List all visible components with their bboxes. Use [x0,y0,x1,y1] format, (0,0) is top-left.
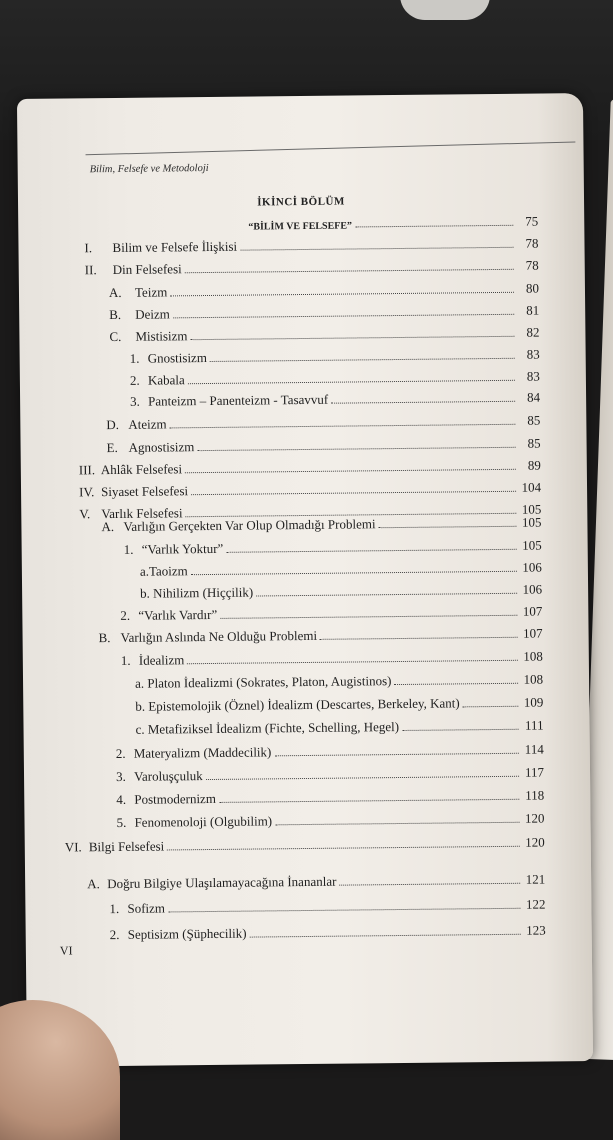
toc-entry-number: 3. [130,393,140,409]
leader-dots [191,570,517,575]
toc-entry-label: Kabala [147,372,185,388]
leader-dots [320,636,518,640]
toc-entry-number: IV. [78,484,95,500]
leader-dots [219,798,519,803]
toc-entry-page: 122 [525,896,546,912]
toc-entry [130,384,540,410]
leader-dots [256,592,517,597]
toc-entry-number: 2. [109,926,120,943]
toc-entry-label: Mistisizm [135,328,188,344]
background-object [400,0,490,20]
toc-entry-number: 3. [115,768,126,784]
toc-entry [116,805,544,831]
leader-dots [274,752,518,757]
toc-entry-label: Doğru Bilgiye Ulaşılamayacağına İnananlar [107,873,337,892]
leader-dots [197,446,515,451]
toc-entry-label: Gnostisizm [147,350,207,366]
toc-entry-label: Din Felsefesi [112,261,182,277]
toc-entry-label: İdealizm [138,652,185,668]
toc-entry-label: Ahlâk Felsefesi [100,461,183,478]
toc-entry-page: 83 [526,368,540,384]
toc-entry-label: Siyaset Felsefesi [100,483,189,500]
chapter-title: İKİNCİ BÖLÜM [257,195,345,209]
toc-entry-number: 2. [115,745,126,761]
leader-dots [220,614,517,619]
leader-dots [402,728,518,731]
toc-entry-label: Varoluşçuluk [133,768,203,784]
toc-entry-page: 106 [522,581,543,597]
leader-dots [206,775,519,780]
toc-entry-page: 104 [521,479,542,495]
toc-entry-label: Teizm [134,284,168,300]
toc-entry-number: B. [109,306,122,323]
toc-entry-page: 83 [526,346,540,362]
toc-entry-label: a.Taoizm [139,563,188,579]
toc-entry-number: I. [84,240,93,256]
toc-entry-label: “Varlık Vardır” [138,606,218,623]
toc-entry-number: 4. [116,791,127,807]
toc-entry [121,643,543,669]
toc-entry [98,620,542,647]
toc-entry-page: 81 [526,302,540,318]
toc-entry-label: Bilim ve Felsefe İlişkisi [112,238,238,255]
toc-entry-label: c. Metafiziksel İdealizm (Fichte, Schelling, Hegel) [135,719,400,737]
toc-entry-number: B. [98,630,111,646]
toc-entry-number: A. [87,876,100,892]
running-head: Bilim, Felsefe ve Metodoloji [89,162,209,176]
table-of-contents [17,93,593,1067]
toc-entry-number: VI. [64,839,82,855]
toc-entry-number: 1. [129,350,140,366]
leader-dots [185,268,514,273]
toc-entry-page: 80 [525,280,540,296]
toc-entry-page: 107 [522,603,543,619]
leader-dots [379,525,517,528]
toc-entry [116,782,544,808]
toc-entry-number: A. [101,518,115,535]
toc-entry [135,689,543,715]
leader-dots [173,313,514,319]
toc-entry-label: Varlık Felsefesi [101,505,183,522]
toc-entry-page: 105 [521,514,542,530]
toc-entry-label: Septisizm (Şüphecilik) [127,925,247,942]
toc-entry-page: 111 [524,717,544,733]
toc-entry-number: 1. [123,541,134,557]
toc-entry-number: E. [106,439,118,456]
toc-entry-number: 5. [116,814,127,830]
toc-entry [101,509,541,536]
toc-entry [135,712,543,738]
toc-entry-label: a. Platon İdealizmi (Sokrates, Platon, Augistinos) [134,673,392,691]
toc-entry [116,759,544,785]
leader-dots [226,548,516,553]
leader-dots [339,882,520,886]
toc-entry-page: 120 [525,834,545,850]
toc-entry-label: Fenomenoloji (Olgubilim) [134,813,273,830]
toc-entry-page: 78 [525,235,539,251]
leader-dots [187,659,518,664]
leader-dots [170,423,516,429]
toc-entry-page: 89 [527,457,541,473]
leader-dots [463,705,519,708]
toc-entry-page: 114 [524,741,544,757]
leader-dots [191,490,516,495]
chapter-page-number: 75 [525,213,539,229]
toc-entry-page: 85 [527,435,541,451]
toc-entry-page: 123 [526,922,546,938]
toc-entry-number: II. [84,262,97,278]
toc-entry-number: III. [78,462,96,478]
toc-entry-number: A. [108,284,122,301]
leader-dots [394,682,518,685]
leader-dots [210,357,515,362]
toc-entry-label: “Varlık Yoktur” [141,540,224,557]
toc-entry-page: 105 [522,537,542,553]
toc-entry-number: C. [109,328,122,345]
toc-entry-page: 109 [523,694,544,710]
toc-entry-page: 106 [522,559,542,575]
toc-entry-page: 78 [525,257,539,273]
toc-entry-label: Agnostisizm [128,439,195,455]
toc-entry-label: Varlığın Aslında Ne Olduğu Problemi [120,627,318,645]
toc-entry-page: 85 [527,412,541,428]
toc-entry-label: b. Nihilizm (Hiççilik) [140,584,254,601]
leader-dots [240,246,513,251]
leader-dots [275,821,519,826]
leader-dots [167,845,520,851]
toc-entry-label: b. Epistemolojik (Öznel) İdealizm (Descartes, Berkeley, Kant) [135,695,460,714]
toc-entry-number: 1. [109,900,120,917]
toc-entry-page: 108 [523,648,543,664]
book-page [17,93,593,1067]
toc-entry-number: 2. [129,372,140,388]
toc-entry [106,407,540,434]
toc-entry-page: 117 [524,764,545,780]
toc-entry-number: 2. [120,607,131,623]
toc-entry-label: Sofizm [127,900,166,916]
toc-entry-number: D. [106,416,120,433]
toc-entry-page: 118 [525,787,545,803]
toc-entry [135,666,543,692]
toc-entry [87,866,545,893]
chapter-subtitle: “BİLİM VE FELSEFE” [248,220,353,233]
toc-entry-page: 107 [522,625,543,641]
toc-entry-label: Postmodernizm [134,790,216,807]
leader-dots [250,933,521,938]
leader-dots [185,468,516,473]
toc-entry-page: 120 [524,810,545,826]
toc-entry-page: 121 [525,871,546,887]
toc-entry-label: Deizm [135,306,170,322]
toc-entry-page: 84 [527,389,541,405]
toc-entry [116,736,544,762]
leader-dots [190,335,514,340]
page-folio: VI [59,943,73,958]
leader-dots [168,907,520,913]
toc-entry-label: Varlığın Gerçekten Var Olup Olmadığı Problemi [123,516,376,534]
toc-entry-label: Bilgi Felsefesi [88,838,165,855]
toc-entry [110,916,546,943]
leader-dots [331,400,515,404]
toc-entry-label: Materyalizm (Maddecilik) [133,744,272,761]
toc-entry-page: 82 [526,324,540,340]
toc-entry-page: 108 [523,671,544,687]
toc-entry-number: 1. [120,652,131,668]
toc-entry-label: Panteizm – Panenteizm - Tasavvuf [148,391,329,409]
toc-entry-number: V. [79,506,91,522]
toc-entry [109,891,545,918]
leader-dots [170,291,514,297]
toc-entry-page: 105 [521,501,542,517]
toc-entry-label: Ateizm [128,416,167,432]
toc-entry [65,829,545,856]
